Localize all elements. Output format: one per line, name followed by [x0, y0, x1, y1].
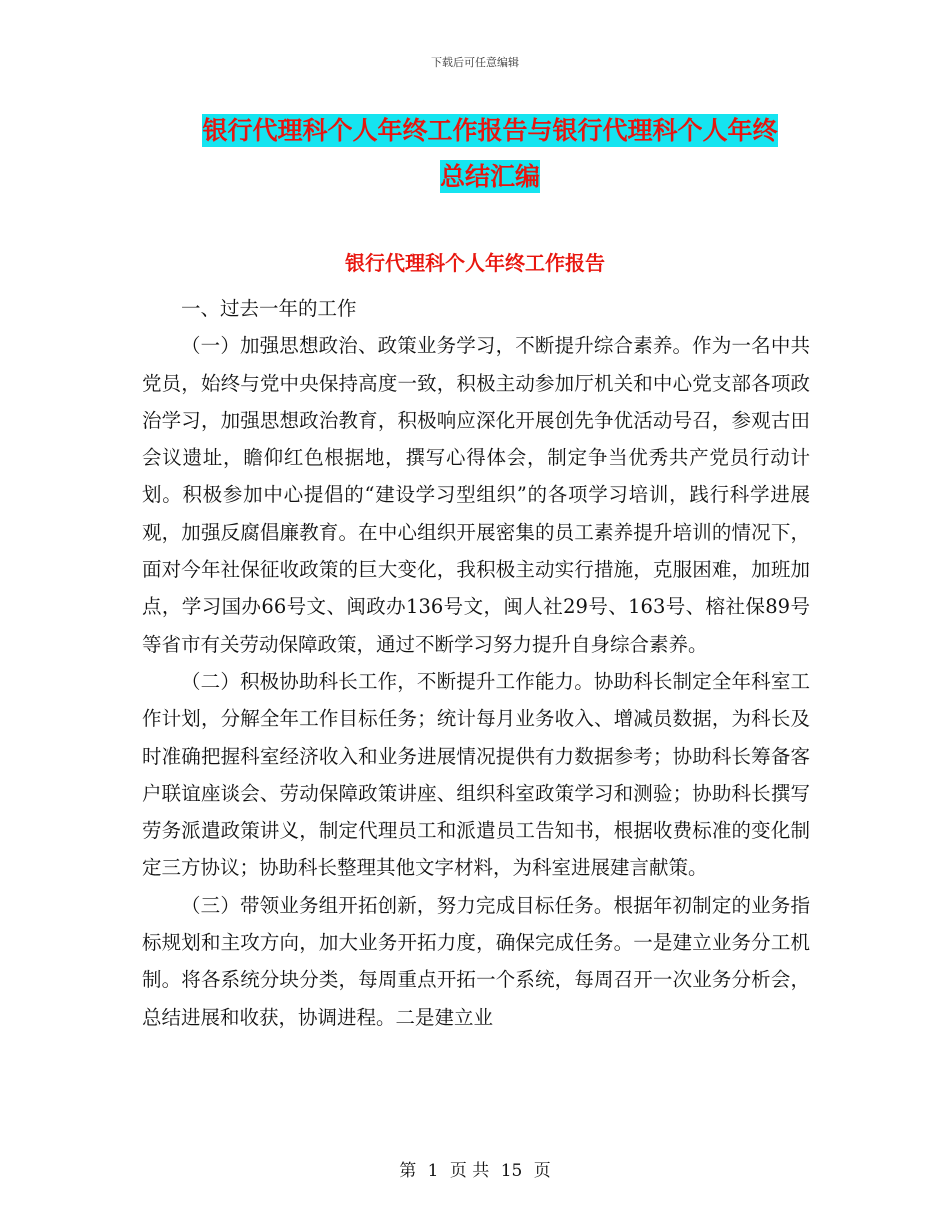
footer-prefix: 第: [399, 1161, 417, 1181]
footer-suffix: 页: [533, 1161, 551, 1181]
section-title: 银行代理科个人年终工作报告: [345, 251, 605, 275]
paragraph: （一）加强思想政治、政策业务学习，不断提升综合素养。作为一名中共党员，始终与党中央保持高度一致，积极主动参加厅机关和中心党支部各项政治学习，加强思想政治教育，积极响应深化开展创先争优活动号召，参观古田会议遗址，瞻仰红色根据地，撰写心得体会，制定争当优秀共产党员行动计划。积极参加中心提倡的“建设学习型组织”的各项学习培训，践行科学进展观，加强反腐倡廉教育。在中心组织开展密集的员工素养提升培训的情况下，面对今年社保征收政策的巨大变化，我积极主动实行措施，克服困难，加班加点，学习国办66号文、闽政办136号文，闽人社29号、163号、榕社保89号等省市有关劳动保障政策，通过不断学习努力提升自身综合素养。: [142, 334, 810, 656]
page-total: 15: [500, 1161, 523, 1181]
title-line-2: 总结汇编: [439, 162, 540, 191]
title-line-1: 银行代理科个人年终工作报告与银行代理科个人年终: [202, 116, 778, 145]
paragraph: （二）积极协助科长工作，不断提升工作能力。协助科长制定全年科室工作计划，分解全年工作目标任务；统计每月业务收入、增减员数据，为科长及时准确把握科室经济收入和业务进展情况提供有力数据参考；协助科长筹备客户联谊座谈会、劳动保障政策讲座、组织科室政策学习和测验；协助科长撰写劳务派遣政策讲义，制定代理员工和派遣员工告知书，根据收费标准的变化制定三方协议；协助科长整理其他文字材料，为科室进展建言献策。: [142, 669, 810, 880]
paragraph-heading: 一、过去一年的工作: [181, 297, 357, 320]
document-body: [142, 290, 810, 1036]
document-title: [140, 108, 840, 200]
footer-middle: 页 共: [449, 1161, 490, 1181]
page-footer: [0, 1156, 950, 1181]
page-number: 1: [427, 1161, 439, 1181]
paragraph: （三）带领业务组开拓创新，努力完成目标任务。根据年初制定的业务指标规划和主攻方向，加大业务开拓力度，确保完成任务。一是建立业务分工机制。将各系统分块分类，每周重点开拓一个系统，每周召开一次业务分析会，总结进展和收获，协调进程。二是建立业: [142, 893, 810, 1029]
header-note: 下载后可任意编辑: [431, 56, 519, 69]
